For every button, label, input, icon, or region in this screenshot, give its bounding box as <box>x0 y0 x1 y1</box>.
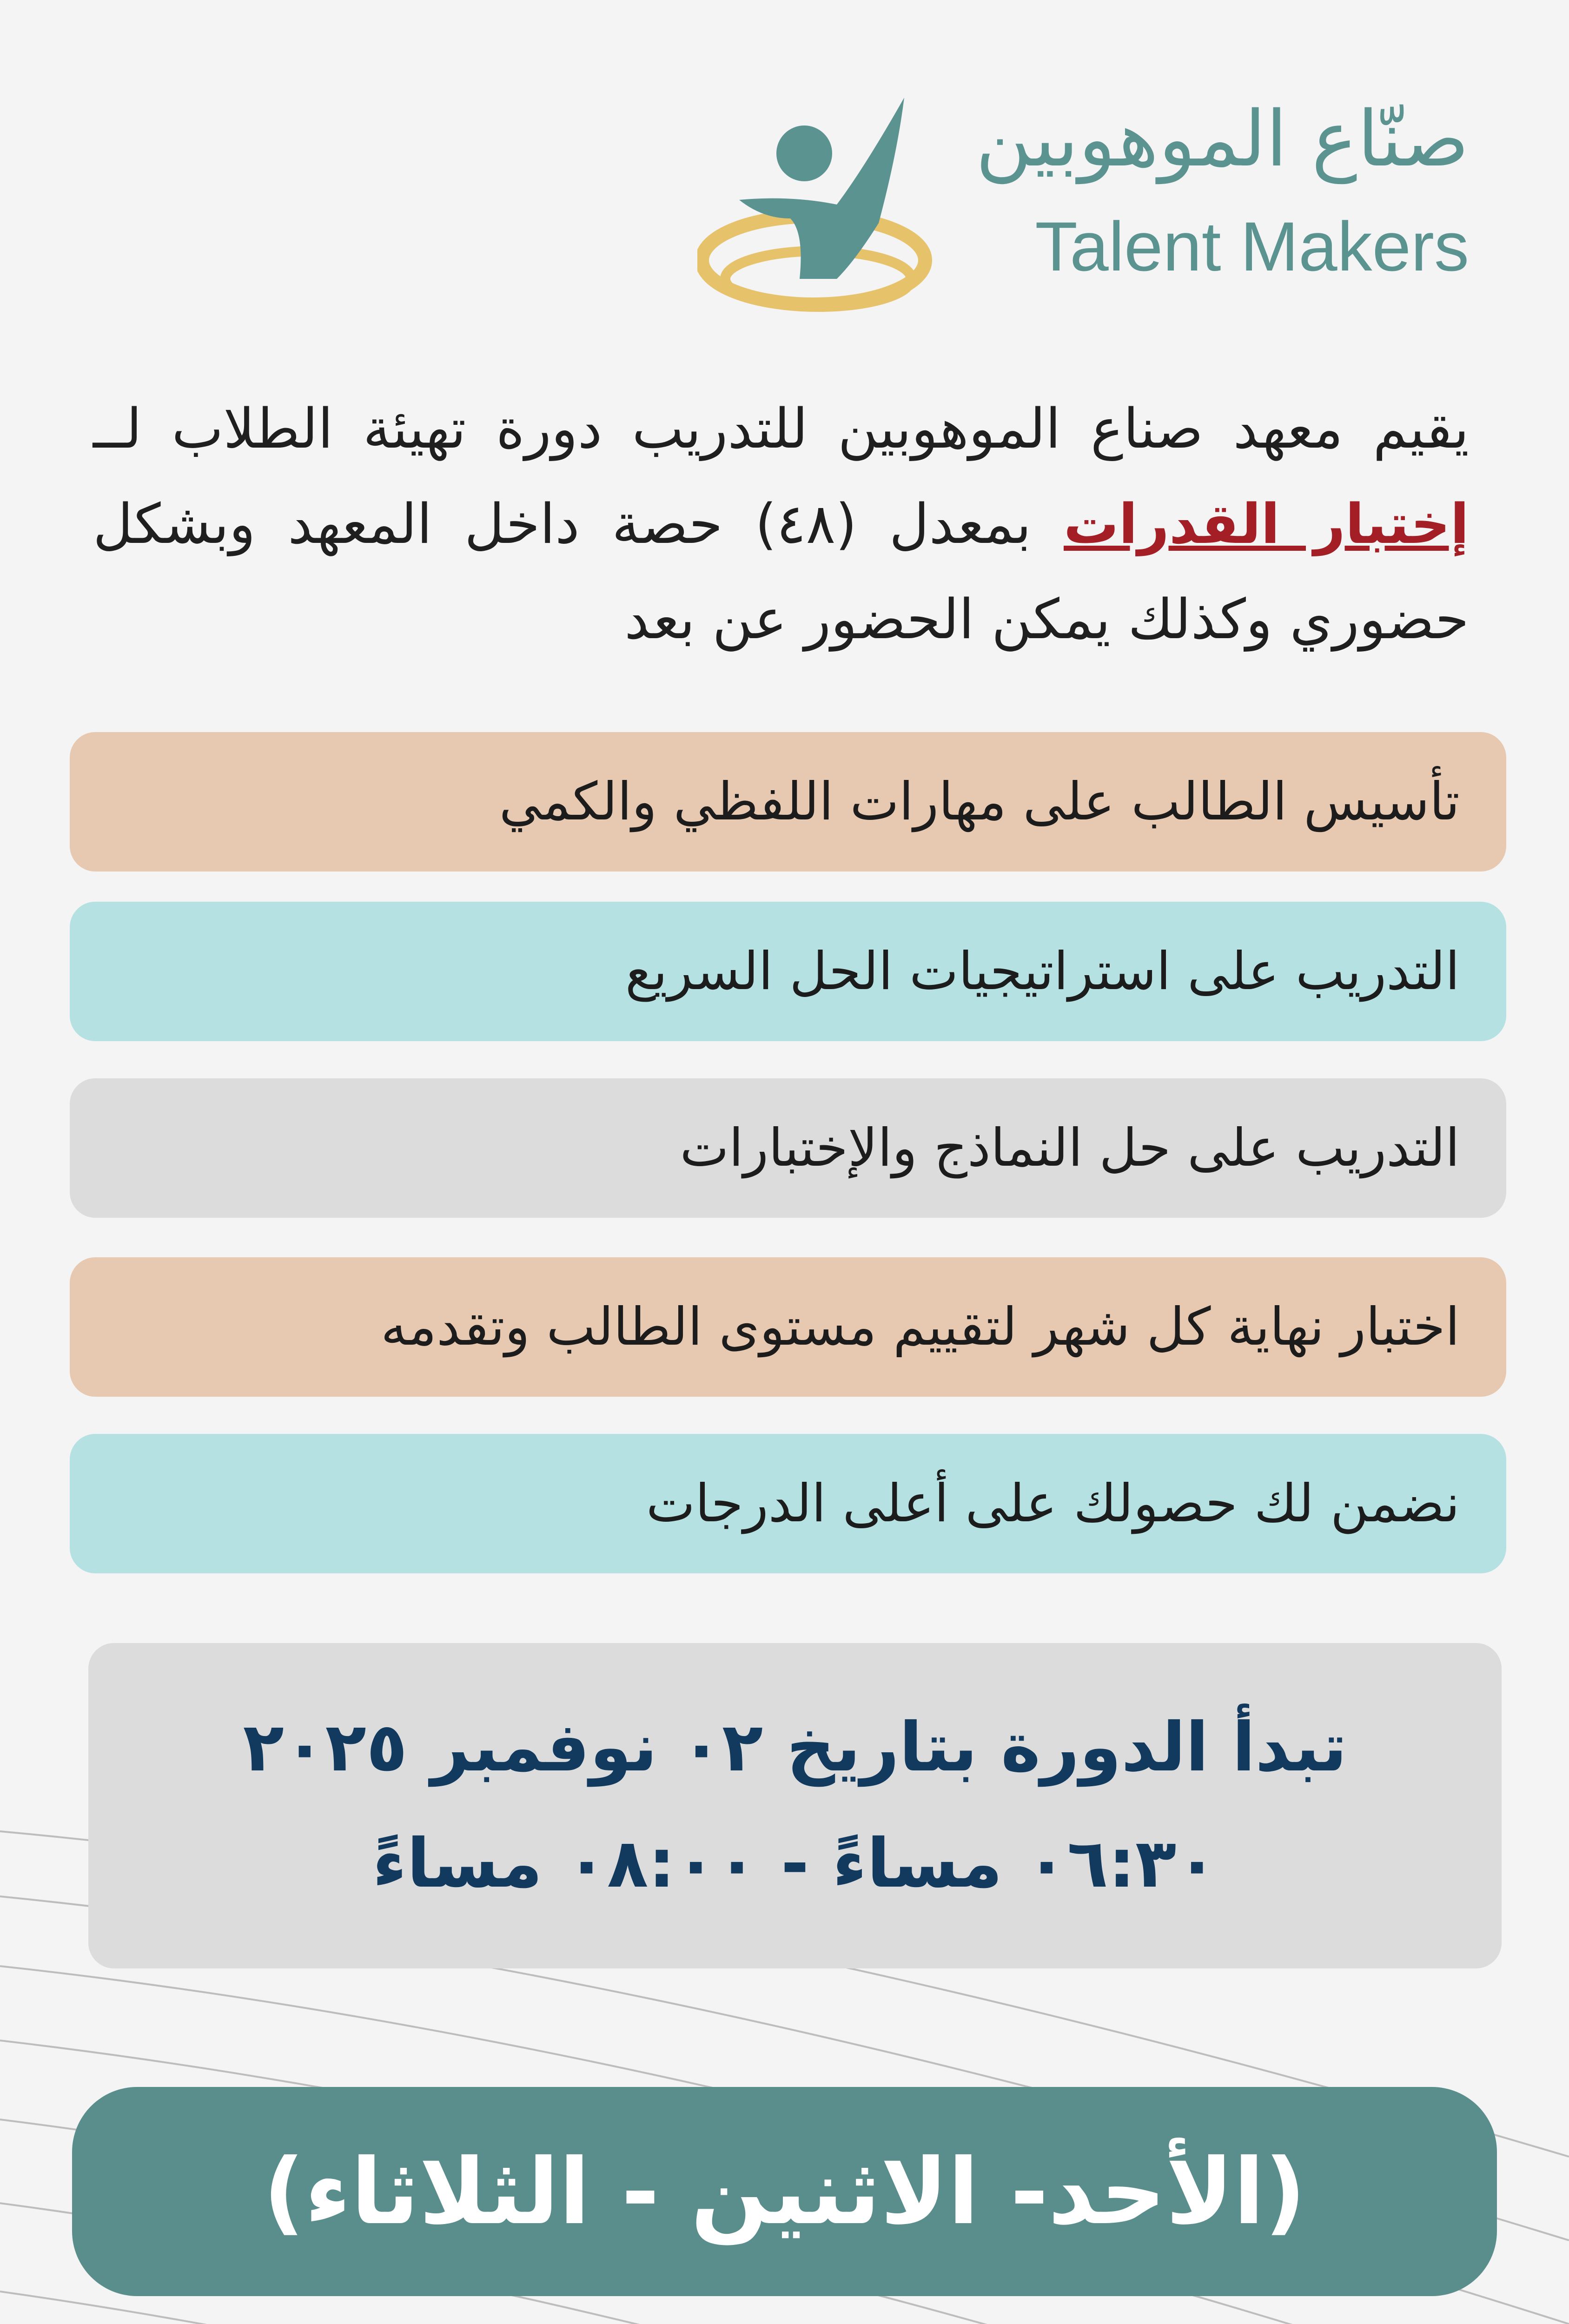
intro-line-3: وبشكل حضوري وكذلك يمكن الحضور عن بعد <box>93 492 1469 651</box>
intro-line-1: يقيم معهد صناع الموهوبين للتدريب دورة تهيئة الطلاب <box>172 396 1469 461</box>
logo-arabic-name: صنّاع الموهوبين <box>975 94 1469 184</box>
feature-item <box>70 1257 1506 1397</box>
start-date: تبدأ الدورة بتاريخ ٠٢ نوفمبر ٢٠٢٥ <box>243 1708 1347 1787</box>
intro-line-2-prefix: لــ <box>93 396 142 461</box>
feature-label: التدريب على حل النماذج والإختبارات <box>680 1118 1460 1178</box>
feature-label: اختبار نهاية كل شهر لتقييم مستوى الطالب وتقدمه <box>381 1297 1460 1357</box>
session-days <box>72 2087 1497 2296</box>
session-days-label: (الأحد- الاثنين - الثلاثاء) <box>263 2139 1306 2245</box>
intro-highlight: إختبار القدرات <box>1063 492 1469 556</box>
feature-label: نضمن لك حصولك على أعلى الدرجات <box>646 1473 1460 1534</box>
intro-paragraph <box>93 381 1469 667</box>
feature-item <box>70 1078 1506 1218</box>
schedule-box <box>88 1643 1502 1968</box>
feature-item <box>70 1434 1506 1573</box>
feature-item <box>70 902 1506 1041</box>
logo-english-name: Talent Makers <box>1035 207 1469 285</box>
feature-label: التدريب على استراتيجيات الحل السريع <box>625 941 1460 1002</box>
feature-label: تأسيس الطالب على مهارات اللفظي والكمي <box>499 772 1460 832</box>
session-time: ٠٦:٣٠ مساءً - ٠٨:٠٠ مساءً <box>372 1824 1218 1903</box>
intro-line-2-suffix: بمعدل (٤٨) حصة داخل المعهد <box>288 492 1032 556</box>
feature-item <box>70 732 1506 872</box>
